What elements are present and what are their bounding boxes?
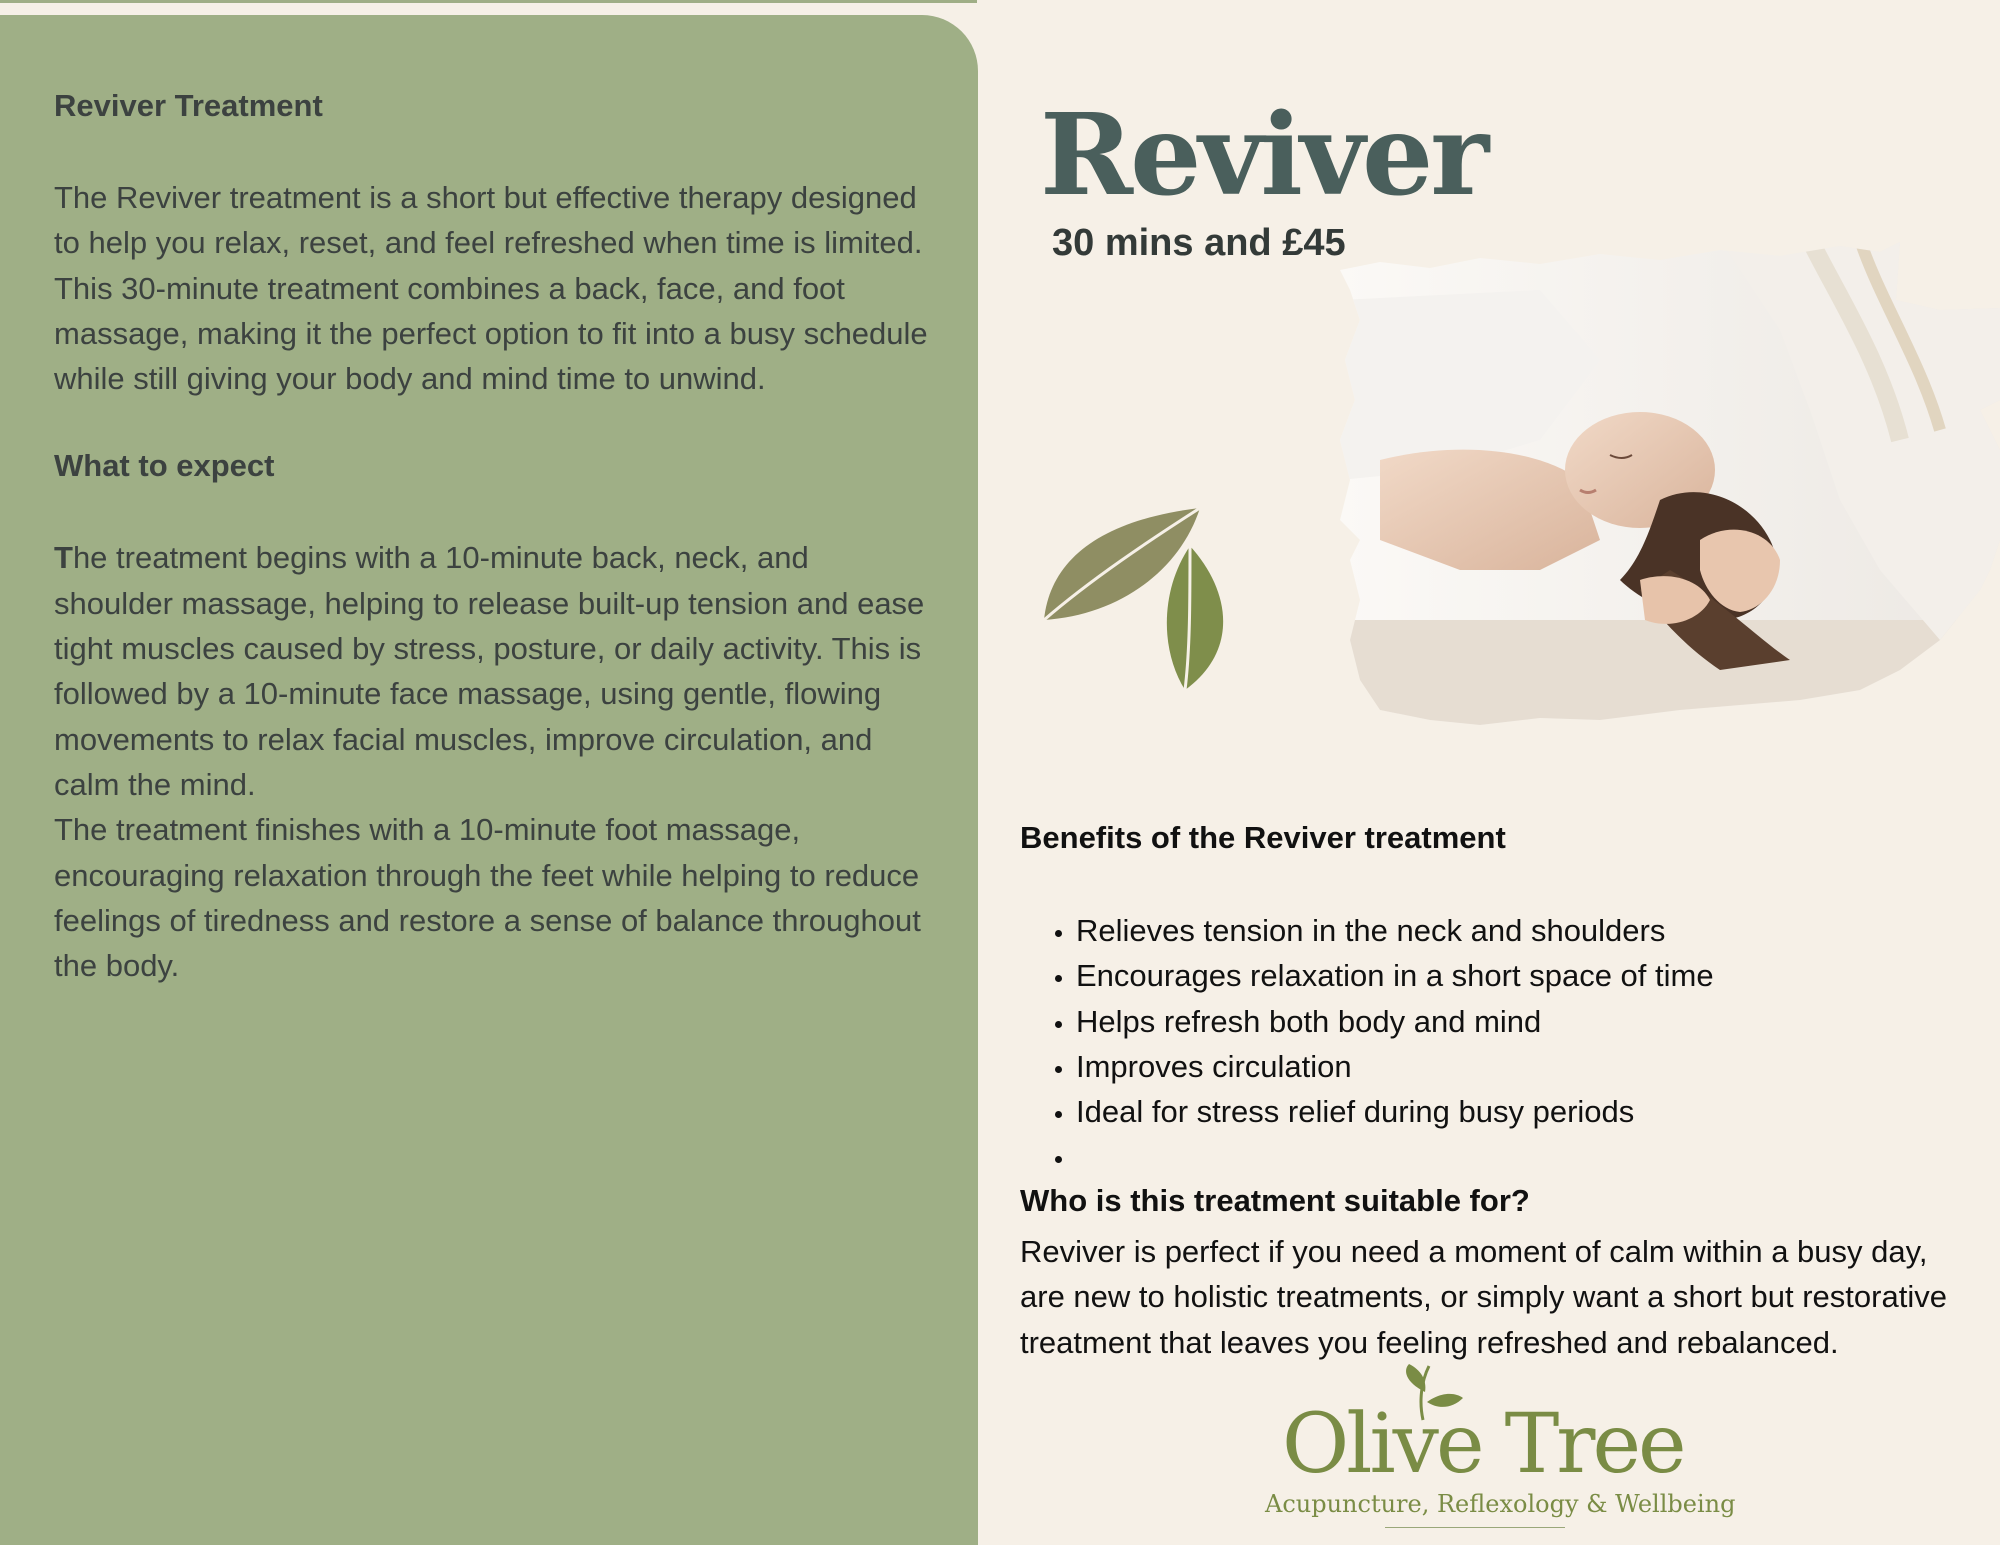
expect-paragraph-text: he treatment begins with a 10-minute back, neck, and shoulder massage, helping to release built-up tension and ease tight muscles caused by stress, posture, or daily activity. This is followed by a 10-minute face massage, using gentle, flowing movements to relax facial muscles, improve circulation, and calm the mind.: [54, 540, 925, 802]
expect-paragraph: [54, 535, 934, 807]
page-title: Reviver: [1040, 90, 1487, 221]
list-item: • Improves circulation: [1076, 1044, 1714, 1089]
massage-photo: [1340, 240, 2000, 730]
logo-underline: [1385, 1527, 1565, 1528]
olive-tree-logo: [1260, 1362, 1736, 1537]
benefits-heading: Benefits of the Reviver treatment: [1020, 820, 1506, 855]
top-rule: [0, 0, 977, 3]
logo-tagline: Acupuncture, Reflexology & Wellbeing: [1265, 1490, 1736, 1518]
section-heading-what-to-expect: What to expect: [54, 448, 275, 484]
list-item: [1076, 1134, 1714, 1179]
list-item: • Ideal for stress relief during busy periods: [1076, 1089, 1714, 1134]
list-item: • Encourages relaxation in a short space of time: [1076, 953, 1714, 998]
list-item: • Helps refresh both body and mind: [1076, 999, 1714, 1044]
section-heading-reviver-treatment: Reviver Treatment: [54, 88, 323, 123]
lead-letter: T: [54, 540, 73, 576]
suitability-heading: Who is this treatment suitable for?: [1020, 1183, 1530, 1218]
benefits-list: [1020, 908, 1714, 1180]
suitability-paragraph: Reviver is perfect if you need a moment of calm within a busy day, are new to holistic treatments, or simply want a short but restorative treatment that leaves you feeling refreshed and rebalanced.: [1020, 1234, 1947, 1360]
finish-paragraph: The treatment finishes with a 10-minute foot massage, encouraging relaxation through the feet while helping to reduce feelings of tiredness and restore a sense of balance throughout the body.: [54, 812, 921, 984]
leaf-pair-icon: [1040, 500, 1240, 700]
description-panel: [0, 15, 978, 1545]
list-item: • Relieves tension in the neck and shoulders: [1076, 908, 1714, 953]
intro-paragraph: The Reviver treatment is a short but effective therapy designed to help you relax, reset, and feel refreshed when time is limited. This 30-minute treatment combines a back, face, and foot massage, making it the perfect option to fit into a busy schedule while still giving your body and mind time to unwind.: [54, 180, 928, 397]
logo-wordmark: Olive Tree: [1282, 1397, 1684, 1492]
description-content: [54, 85, 934, 988]
duration-price: 30 mins and £45: [1052, 222, 1346, 264]
